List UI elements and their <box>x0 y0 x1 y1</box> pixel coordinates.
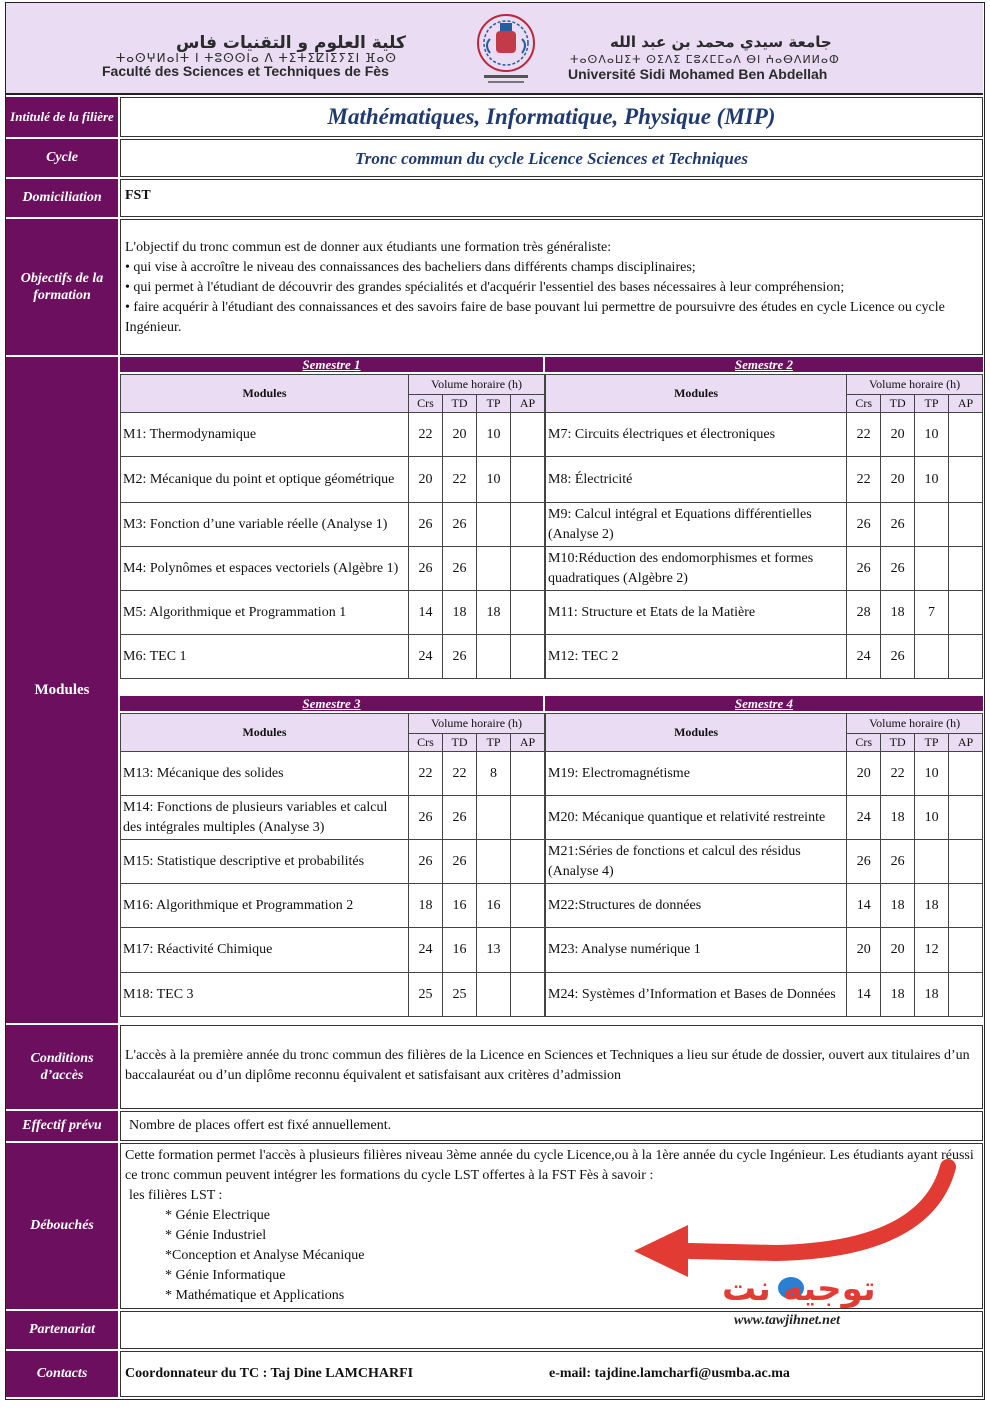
volume-header: Volume horaire (h) <box>847 375 983 395</box>
module-crs: 26 <box>847 503 881 547</box>
module-tp: 16 <box>477 884 511 928</box>
modules-header: Modules <box>546 375 847 413</box>
module-name: M13: Mécanique des solides <box>121 752 409 796</box>
label-debouches: Débouchés <box>6 1143 118 1309</box>
module-row <box>121 591 545 635</box>
module-row <box>121 547 545 591</box>
module-crs: 26 <box>409 503 443 547</box>
module-row <box>121 796 545 840</box>
document-page <box>5 2 985 1400</box>
module-crs: 20 <box>847 752 881 796</box>
module-td: 18 <box>881 884 915 928</box>
module-tp <box>915 503 949 547</box>
module-td: 26 <box>881 503 915 547</box>
module-td: 26 <box>443 796 477 840</box>
partenariat-value <box>120 1311 983 1349</box>
module-crs: 25 <box>409 973 443 1017</box>
module-row <box>121 752 545 796</box>
module-ap <box>511 840 545 884</box>
module-row <box>546 457 983 503</box>
module-td: 20 <box>881 413 915 457</box>
ap-header: AP <box>949 395 983 413</box>
debouches-item: * Génie Electrique <box>165 1208 270 1223</box>
module-crs: 14 <box>409 591 443 635</box>
module-crs: 24 <box>409 928 443 973</box>
domiciliation-value: FST <box>120 179 983 217</box>
module-td: 16 <box>443 928 477 973</box>
module-row <box>121 928 545 973</box>
module-td: 18 <box>881 973 915 1017</box>
module-tp <box>477 547 511 591</box>
module-ap <box>511 884 545 928</box>
module-td: 26 <box>881 635 915 679</box>
module-tp: 10 <box>477 457 511 503</box>
tp-header: TP <box>477 395 511 413</box>
module-row <box>546 503 983 547</box>
module-tp <box>915 840 949 884</box>
module-td: 26 <box>443 547 477 591</box>
td-header: TD <box>443 734 477 752</box>
module-crs: 24 <box>847 635 881 679</box>
module-tp: 10 <box>915 752 949 796</box>
module-tp: 13 <box>477 928 511 973</box>
module-crs: 22 <box>847 413 881 457</box>
module-crs: 20 <box>409 457 443 503</box>
volume-header: Volume horaire (h) <box>409 714 545 734</box>
module-row <box>121 413 545 457</box>
module-row <box>121 840 545 884</box>
module-ap <box>949 635 983 679</box>
university-name-arabic: جامعة سيدي محمد بن عبد الله <box>610 33 832 51</box>
module-name: M9: Calcul intégral et Equations différentielles (Analyse 2) <box>546 503 847 547</box>
label-contacts: Contacts <box>6 1351 118 1397</box>
objectifs-point: • qui permet à l'étudiant de découvrir des grandes spécialités et d'acquérir l'essentiel des bases nécessaires à leur compréhension; <box>125 280 845 295</box>
module-crs: 24 <box>409 635 443 679</box>
crs-header: Crs <box>409 395 443 413</box>
coordinator-text: Coordonnateur du TC : Taj Dine LAMCHARFI <box>125 1366 414 1381</box>
module-crs: 22 <box>409 752 443 796</box>
module-td: 22 <box>881 752 915 796</box>
debouches-intro: Cette formation permet l'accès à plusieurs filières niveau 3ème année du cycle Licence,ou à la 1ère année du cycle Ingénieur. Les étudiants ayant réussi ce tronc commun peuvent intégrer les formations du cycle LST offertes à la FST Fès à savoir : <box>125 1148 974 1183</box>
modules-table <box>545 374 983 679</box>
module-tp: 7 <box>915 591 949 635</box>
module-tp: 12 <box>915 928 949 973</box>
debouches-item: * Génie Informatique <box>165 1268 286 1283</box>
modules-table <box>545 713 983 1017</box>
objectifs-text <box>120 219 983 355</box>
effectif-value: Nombre de places offert est fixé annuellement. <box>120 1111 983 1141</box>
module-tp: 18 <box>477 591 511 635</box>
debouches-item: * Génie Industriel <box>165 1228 267 1243</box>
module-ap <box>949 457 983 503</box>
module-ap <box>511 591 545 635</box>
module-crs: 20 <box>847 928 881 973</box>
label-cycle: Cycle <box>6 139 118 177</box>
module-crs: 24 <box>847 796 881 840</box>
university-name-french: Université Sidi Mohamed Ben Abdellah <box>568 66 828 82</box>
objectifs-intro: L'objectif du tronc commun est de donner aux étudiants une formation très généraliste: <box>125 240 612 255</box>
module-td: 22 <box>443 457 477 503</box>
module-crs: 26 <box>847 840 881 884</box>
module-row <box>546 928 983 973</box>
module-row <box>121 503 545 547</box>
module-td: 25 <box>443 973 477 1017</box>
module-ap <box>949 547 983 591</box>
module-td: 26 <box>881 547 915 591</box>
module-ap <box>511 457 545 503</box>
university-logo-icon <box>470 9 542 89</box>
module-crs: 18 <box>409 884 443 928</box>
tp-header: TP <box>477 734 511 752</box>
module-name: M18: TEC 3 <box>121 973 409 1017</box>
module-row <box>121 635 545 679</box>
module-td: 26 <box>443 503 477 547</box>
module-ap <box>511 928 545 973</box>
module-crs: 22 <box>847 457 881 503</box>
module-row <box>546 973 983 1017</box>
module-td: 26 <box>443 635 477 679</box>
module-name: M23: Analyse numérique 1 <box>546 928 847 973</box>
module-crs: 14 <box>847 884 881 928</box>
module-td: 26 <box>443 840 477 884</box>
university-name-tifinagh: ⵜⴰⵙⴷⴰⵡⵉⵜ ⵙⵉⴷⵉ ⵎⵓⵃⵎⵎⴰⴷ ⴱⵏ ⵄⴰⴱⴷⵍⵍⴰⵀ <box>570 53 840 66</box>
module-crs: 22 <box>409 413 443 457</box>
module-ap <box>949 796 983 840</box>
module-name: M2: Mécanique du point et optique géométrique <box>121 457 409 503</box>
modules-header: Modules <box>121 714 409 752</box>
label-domiciliation: Domiciliation <box>6 179 118 217</box>
module-ap <box>949 884 983 928</box>
label-objectifs: Objectifs de la formation <box>6 219 118 355</box>
module-crs: 26 <box>409 547 443 591</box>
module-tp <box>477 635 511 679</box>
debouches-item: * Mathématique et Applications <box>165 1288 345 1303</box>
crs-header: Crs <box>847 734 881 752</box>
module-tp: 8 <box>477 752 511 796</box>
filiere-title: Mathématiques, Informatique, Physique (MIP) <box>120 97 983 137</box>
module-ap <box>949 752 983 796</box>
semester-title: Semestre 3 <box>120 696 543 711</box>
module-name: M1: Thermodynamique <box>121 413 409 457</box>
module-td: 18 <box>443 591 477 635</box>
module-row <box>121 973 545 1017</box>
page-header <box>6 3 983 95</box>
objectifs-point: • qui vise à accroître le niveau des connaissances des bacheliers dans différents champs disciplinaires; <box>125 260 696 275</box>
conditions-value: L'accès à la première année du tronc commun des filières de la Licence en Sciences et Techniques a lieu sur étude de dossier, ouvert aux titulaires d’un baccalauréat ou d’un diplôme reconnu équivalent et satisfaisant aux critères d’admission <box>120 1025 983 1109</box>
ap-header: AP <box>511 395 545 413</box>
label-intitule: Intitulé de la filière <box>6 97 118 137</box>
module-name: M5: Algorithmique et Programmation 1 <box>121 591 409 635</box>
module-crs: 26 <box>409 796 443 840</box>
module-td: 22 <box>443 752 477 796</box>
module-ap <box>511 503 545 547</box>
cycle-value: Tronc commun du cycle Licence Sciences et Techniques <box>120 139 983 177</box>
crs-header: Crs <box>847 395 881 413</box>
faculty-name-arabic: كلية العلوم و التقنيات فاس <box>176 33 406 53</box>
semester-title: Semestre 1 <box>120 357 543 372</box>
module-row <box>546 635 983 679</box>
module-ap <box>949 973 983 1017</box>
module-tp <box>915 635 949 679</box>
module-name: M3: Fonction d’une variable réelle (Analyse 1) <box>121 503 409 547</box>
module-row <box>546 840 983 884</box>
module-tp <box>915 547 949 591</box>
module-ap <box>949 413 983 457</box>
modules-table <box>120 713 545 1017</box>
module-tp <box>477 796 511 840</box>
module-tp: 10 <box>477 413 511 457</box>
label-effectif: Effectif prévu <box>6 1111 118 1141</box>
module-name: M20: Mécanique quantique et relativité restreinte <box>546 796 847 840</box>
faculty-name-french: Faculté des Sciences et Techniques de Fès <box>102 63 389 79</box>
module-name: M10:Réduction des endomorphismes et formes quadratiques (Algèbre 2) <box>546 547 847 591</box>
email-link[interactable]: e-mail: tajdine.lamcharfi@usmba.ac.ma <box>549 1366 790 1381</box>
module-tp: 18 <box>915 973 949 1017</box>
module-row <box>546 591 983 635</box>
contacts-value <box>120 1351 983 1397</box>
module-tp: 10 <box>915 796 949 840</box>
module-crs: 26 <box>847 547 881 591</box>
label-partenariat: Partenariat <box>6 1311 118 1349</box>
module-name: M15: Statistique descriptive et probabilités <box>121 840 409 884</box>
module-td: 18 <box>881 796 915 840</box>
module-name: M22:Structures de données <box>546 884 847 928</box>
tp-header: TP <box>915 395 949 413</box>
module-name: M19: Electromagnétisme <box>546 752 847 796</box>
module-name: M21:Séries de fonctions et calcul des résidus (Analyse 4) <box>546 840 847 884</box>
module-ap <box>511 796 545 840</box>
module-name: M17: Réactivité Chimique <box>121 928 409 973</box>
module-tp: 10 <box>915 413 949 457</box>
faculty-name-tifinagh: ⵜⴰⵙⵖⵍⴰⵏⵜ ⵏ ⵜⵓⵙⵙⵏⴰ ⴷ ⵜⵉⵜⵉⵇⵏⵉⵢⵉⵏ ⴼⴰⵙ <box>116 51 397 65</box>
semester-title: Semestre 2 <box>545 357 983 372</box>
debouches-item: *Conception et Analyse Mécanique <box>165 1248 365 1263</box>
module-name: M11: Structure et Etats de la Matière <box>546 591 847 635</box>
module-ap <box>949 840 983 884</box>
label-conditions: Conditions d’accès <box>6 1025 118 1109</box>
module-td: 18 <box>881 591 915 635</box>
volume-header: Volume horaire (h) <box>409 375 545 395</box>
module-crs: 28 <box>847 591 881 635</box>
module-row <box>546 547 983 591</box>
module-name: M24: Systèmes d’Information et Bases de Données <box>546 973 847 1017</box>
module-row <box>546 413 983 457</box>
label-modules: Modules <box>6 357 118 1023</box>
objectifs-point: • faire acquérir à l'étudiant des connaissances et des savoirs faire de base pouvant lui permettre de poursuivre des études en cycle Licence ou cycle Ingénieur. <box>125 300 945 335</box>
module-td: 26 <box>881 840 915 884</box>
module-ap <box>949 591 983 635</box>
modules-header: Modules <box>546 714 847 752</box>
watermark-logo-arabic: توجيه نت <box>722 1269 876 1309</box>
module-row <box>121 457 545 503</box>
module-name: M8: Électricité <box>546 457 847 503</box>
module-tp <box>477 503 511 547</box>
module-td: 20 <box>881 928 915 973</box>
module-name: M7: Circuits électriques et électroniques <box>546 413 847 457</box>
tp-header: TP <box>915 734 949 752</box>
module-tp: 10 <box>915 457 949 503</box>
debouches-list-title: les filières LST : <box>129 1188 223 1203</box>
modules-header: Modules <box>121 375 409 413</box>
module-td: 20 <box>881 457 915 503</box>
module-row <box>546 884 983 928</box>
module-name: M14: Fonctions de plusieurs variables et calcul des intégrales multiples (Analyse 3) <box>121 796 409 840</box>
td-header: TD <box>881 734 915 752</box>
crs-header: Crs <box>409 734 443 752</box>
module-ap <box>511 635 545 679</box>
module-row <box>546 796 983 840</box>
module-ap <box>949 503 983 547</box>
ap-header: AP <box>511 734 545 752</box>
module-name: M16: Algorithmique et Programmation 2 <box>121 884 409 928</box>
semester-title: Semestre 4 <box>545 696 983 711</box>
ap-header: AP <box>949 734 983 752</box>
module-tp: 18 <box>915 884 949 928</box>
module-crs: 26 <box>409 840 443 884</box>
module-tp <box>477 973 511 1017</box>
module-crs: 14 <box>847 973 881 1017</box>
module-name: M12: TEC 2 <box>546 635 847 679</box>
module-td: 20 <box>443 413 477 457</box>
module-ap <box>511 973 545 1017</box>
modules-table <box>120 374 545 679</box>
module-td: 16 <box>443 884 477 928</box>
module-ap <box>511 547 545 591</box>
module-name: M6: TEC 1 <box>121 635 409 679</box>
module-name: M4: Polynômes et espaces vectoriels (Algèbre 1) <box>121 547 409 591</box>
volume-header: Volume horaire (h) <box>847 714 983 734</box>
module-tp <box>477 840 511 884</box>
td-header: TD <box>881 395 915 413</box>
module-row <box>546 752 983 796</box>
td-header: TD <box>443 395 477 413</box>
module-ap <box>511 752 545 796</box>
module-row <box>121 884 545 928</box>
module-ap <box>949 928 983 973</box>
watermark-url: www.tawjihnet.net <box>734 1313 841 1328</box>
module-ap <box>511 413 545 457</box>
